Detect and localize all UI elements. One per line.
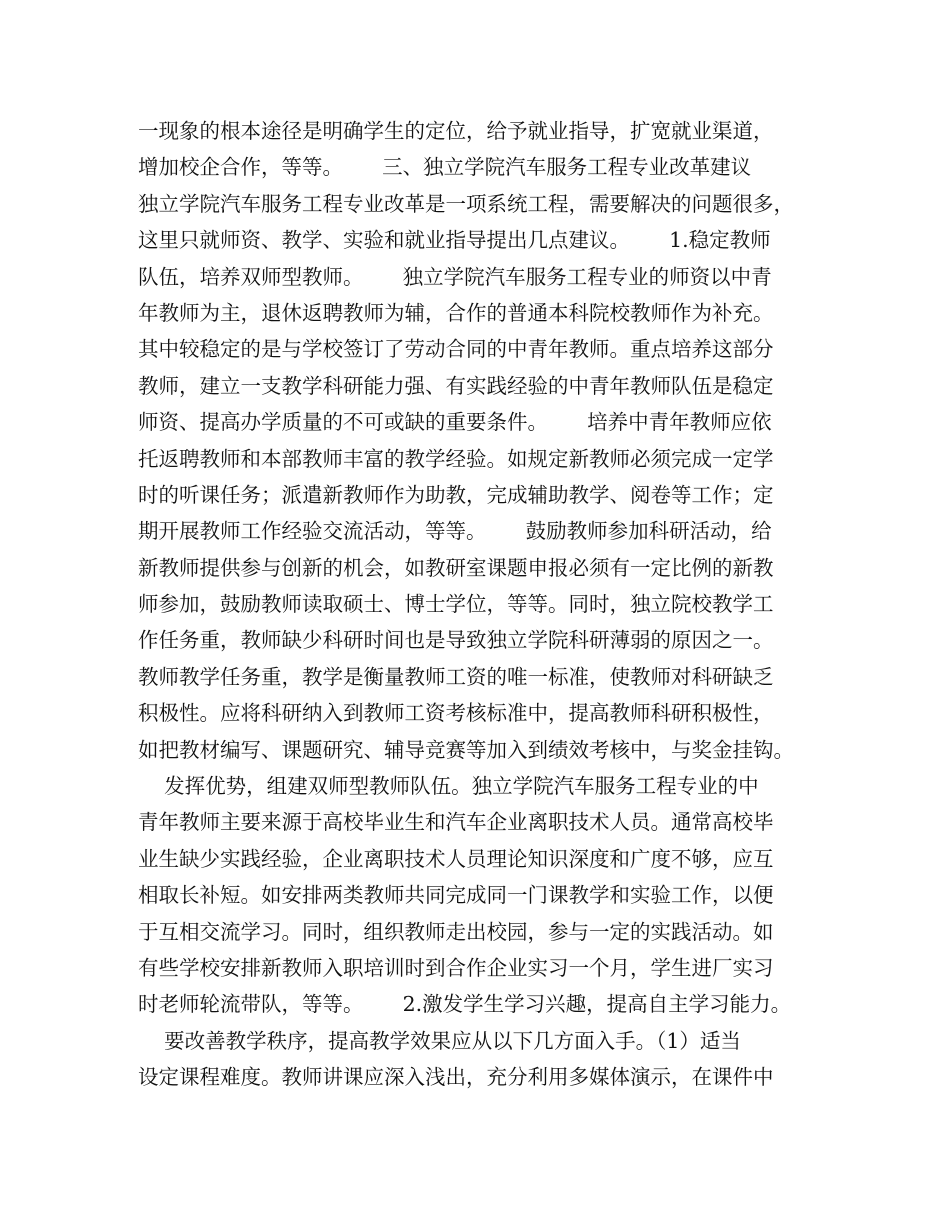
text-line: 时的听课任务；派遣新教师作为助教，完成辅助教学、阅卷等工作；定 [138,482,774,507]
text-line: 积极性。应将科研纳入到教师工资考核标准中，提高教师科研积极性， [138,701,774,726]
text-line: 年教师为主，退休返聘教师为辅，合作的普通本科院校教师作为补充。 [138,300,774,325]
text-line: 相取长补短。如安排两类教师共同完成同一门课教学和实验工作，以便 [138,883,774,908]
text-line: 业生缺少实践经验，企业离职技术人员理论知识深度和广度不够，应互 [138,846,774,871]
body-text [138,113,828,1096]
text-line: 发挥优势，组建双师型教师队伍。独立学院汽车服务工程专业的中 [138,774,759,799]
text-line: 这里只就师资、教学、实验和就业指导提出几点建议。 1.稳定教师 [138,228,771,253]
text-line: 如把教材编写、课题研究、辅导竞赛等加入到绩效考核中，与奖金挂钩。 [138,737,794,762]
text-line: 独立学院汽车服务工程专业改革是一项系统工程，需要解决的问题很多， [138,191,794,216]
text-line: 作任务重，教师缺少科研时间也是导致独立学院科研薄弱的原因之一。 [138,628,774,653]
text-line: 增加校企合作，等等。 三、独立学院汽车服务工程专业改革建议 [138,155,752,180]
text-line: 师参加，鼓励教师读取硕士、博士学位，等等。同时，独立院校教学工 [138,592,774,617]
text-line: 要改善教学秩序，提高教学效果应从以下几方面入手。（1）适当 [138,1028,741,1053]
text-line: 于互相交流学习。同时，组织教师走出校园，参与一定的实践活动。如 [138,919,774,944]
text-line: 期开展教师工作经验交流活动，等等。 鼓励教师参加科研活动，给 [138,519,772,544]
text-line: 托返聘教师和本部教师丰富的教学经验。如规定新教师必须完成一定学 [138,446,774,471]
text-line: 教师，建立一支教学科研能力强、有实践经验的中青年教师队伍是稳定 [138,373,774,398]
text-line: 时老师轮流带队，等等。 2.激发学生学习兴趣，提高自主学习能力。 [138,992,792,1017]
text-line: 一现象的根本途径是明确学生的定位，给予就业指导，扩宽就业渠道， [138,119,774,143]
text-line: 新教师提供参与创新的机会，如教研室课题申报必须有一定比例的新教 [138,555,774,580]
text-line: 教师教学任务重，教学是衡量教师工资的唯一标准，使教师对科研缺乏 [138,664,774,689]
text-line: 其中较稳定的是与学校签订了劳动合同的中青年教师。重点培养这部分 [138,337,774,362]
text-line: 师资、提高办学质量的不可或缺的重要条件。 培养中青年教师应依 [138,410,772,435]
text-line: 青年教师主要来源于高校毕业生和汽车企业离职技术人员。通常高校毕 [138,810,774,835]
text-line: 有些学校安排新教师入职培训时到合作企业实习一个月，学生进厂实习 [138,955,774,980]
text-line: 设定课程难度。教师讲课应深入浅出，充分利用多媒体演示，在课件中 [138,1065,774,1090]
text-line: 队伍，培养双师型教师。 独立学院汽车服务工程专业的师资以中青 [138,264,772,289]
